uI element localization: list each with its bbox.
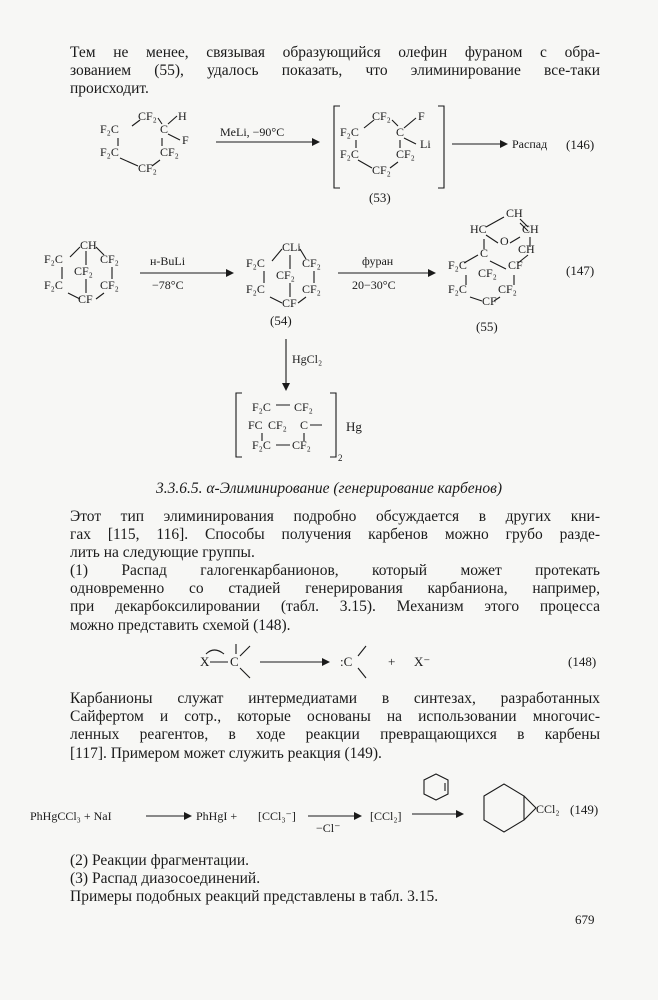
compound-label: (54) [270,313,292,328]
equation-number: (147) [566,263,595,278]
reagent-label: HgCl₂ [292,352,323,366]
atom-label: CF [508,258,523,272]
arrowhead [322,658,330,666]
atom-label: C [480,246,489,260]
arrowhead [282,383,290,391]
closing-line: Примеры подобных реакций представлены в табл. 3.15. [70,888,439,906]
list [70,852,600,907]
paragraph [70,508,600,563]
condition-label: −78°C [152,278,184,292]
bicyclic-lithium-54-structure [246,240,321,310]
page-number: 679 [575,912,595,927]
paragraph [70,690,600,763]
arrowhead [312,138,320,146]
text-line: можно представить схемой (148). [70,616,291,634]
mercury-bis-product-structure [236,393,343,463]
atom-label: F [418,109,425,123]
text-line: происходит. [70,80,149,98]
atom-label: HC [470,222,487,236]
atom-label: CF₂ [74,264,93,278]
atom-label: CLi [282,240,301,254]
text-line: (1) Распад галогенкарбанионов, который может протекать [70,562,600,579]
text-line: зованием (55), удалось показать, что элиминирование все-таки [70,62,600,80]
atom-label: CF₂ [372,163,391,177]
text-line: Сайфертом и сотр., которые основаны на использовании многочис- [70,708,600,726]
arrowhead [456,810,464,818]
paragraph [70,562,600,635]
atom-label: CF₂ [498,282,517,296]
list-item: (3) Распад диазосоединений. [70,870,261,888]
reactants-label: PhHgCCl₃ + NaI [30,809,112,823]
atom-label: F₂C [448,258,467,272]
carbene-label: [CCl₂] [370,809,402,823]
atom-label: O [500,234,509,248]
furan-adduct-55-structure [448,206,539,308]
atom-label: FC [248,418,263,432]
arrowhead [184,812,192,820]
anion-label: [CCl₃⁻] [258,809,296,823]
perfluorocyclohexane-structure [100,109,189,175]
atom-label: CF₂ [160,145,179,159]
loss-label: −Cl⁻ [316,821,341,835]
atom-label: CF₂ [100,252,119,266]
product-label: CCl₂ [536,802,560,816]
atom-label: CF₂ [100,278,119,292]
equation-number: (149) [570,802,599,817]
product-label: PhHgI + [196,809,238,823]
atom-label: Li [420,137,431,151]
section-heading: 3.3.6.5. α-Элиминирование (генерирование карбенов) [156,480,502,497]
reagent-label: фуран [362,254,394,268]
atom-label: CF₂ [138,161,157,175]
atom-label: CH [80,238,97,252]
atom-label: CF₂ [294,400,313,414]
arrowhead [500,140,508,148]
atom-label: CF₂ [302,256,321,270]
subscript: 2 [338,453,343,463]
arrowhead [428,269,436,277]
text-line: гах [115, 116]. Способы получения карбенов можно грубо разде- [70,526,600,544]
equation-number: (148) [568,654,597,669]
atom-label: C [230,654,239,669]
atom-label: CF₂ [478,266,497,280]
cyclohexene-structure [424,774,448,800]
atom-label: CF [78,292,93,306]
atom-label: CF₂ [276,268,295,282]
reagent-label: н-BuLi [150,254,186,268]
anion-label: X⁻ [414,654,431,669]
plus-sign: + [388,654,396,669]
atom-label: F₂C [44,278,63,292]
arrowhead [354,812,362,820]
text-line: одновременно со стадией генерирования карбаниона, например, [70,580,600,598]
atom-label: F₂C [252,400,271,414]
bonds [358,646,366,678]
atom-label: F₂C [246,282,265,296]
reagent-label: MeLi, −90°C [220,125,285,139]
atom-label: F₂C [252,438,271,452]
atom-label: CF [482,294,497,308]
scheme-147 [0,205,658,475]
atom-label: F₂C [340,147,359,161]
atom-label: F₂C [246,256,265,270]
atom-label: F₂C [448,282,467,296]
atom-label: F₂C [100,122,119,136]
atom-label: X [200,654,210,669]
atom-label: F₂C [340,125,359,139]
text-line: Карбанионы служат интермедиатами в синтезах, разработанных [70,690,600,707]
atom-label: CF₂ [292,438,311,452]
list-item: (2) Реакции фрагментации. [70,852,250,869]
text-line: Этот тип элиминирования подробно обсуждается в других кни- [70,508,600,525]
atom-label: CF₂ [302,282,321,296]
scheme-146 [0,100,658,210]
atom-label: CF₂ [396,147,415,161]
condition-label: 20−30°C [352,278,396,292]
bicyclic-hydride-structure [44,238,119,306]
compound-label: (55) [476,319,498,334]
atom-label: Hg [346,419,362,434]
atom-label: CF [282,296,297,310]
text-line: [117]. Примером может служить реакция (149). [70,744,382,762]
scheme-148 [0,638,658,686]
atom-label: F₂C [100,145,119,159]
atom-label: C [396,125,405,139]
equation-number: (146) [566,137,595,152]
atom-label: F₂C [44,252,63,266]
text-line: ленных реагентов, в ходе реакции превращающихся в карбены [70,726,600,744]
atom-label: CH [522,222,539,236]
compound-label: (53) [369,190,391,205]
arrowhead [226,269,234,277]
product-label: Распад [512,137,548,151]
atom-label: F [182,133,189,147]
intro-paragraph [70,44,600,99]
carbene-label: :C [340,654,353,669]
norcarane-structure [484,784,536,832]
atom-label: CH [518,242,535,256]
atom-label: H [178,109,187,123]
scheme-149 [0,770,658,850]
atom-label: CF₂ [138,109,157,123]
atom-label: C [300,418,309,432]
text-line: лить на следующие группы. [70,544,255,562]
atom-label: CF₂ [372,109,391,123]
carbanion-53-structure [334,106,444,188]
atom-label: CF₂ [268,418,287,432]
atom-label: CH [506,206,523,220]
atom-label: C [160,122,169,136]
text-line: при декарбоксилировании (табл. 3.15). Механизм этого процесса [70,598,600,616]
text-line: Тем не менее, связывая образующийся олефин фураном с обра- [70,44,600,61]
